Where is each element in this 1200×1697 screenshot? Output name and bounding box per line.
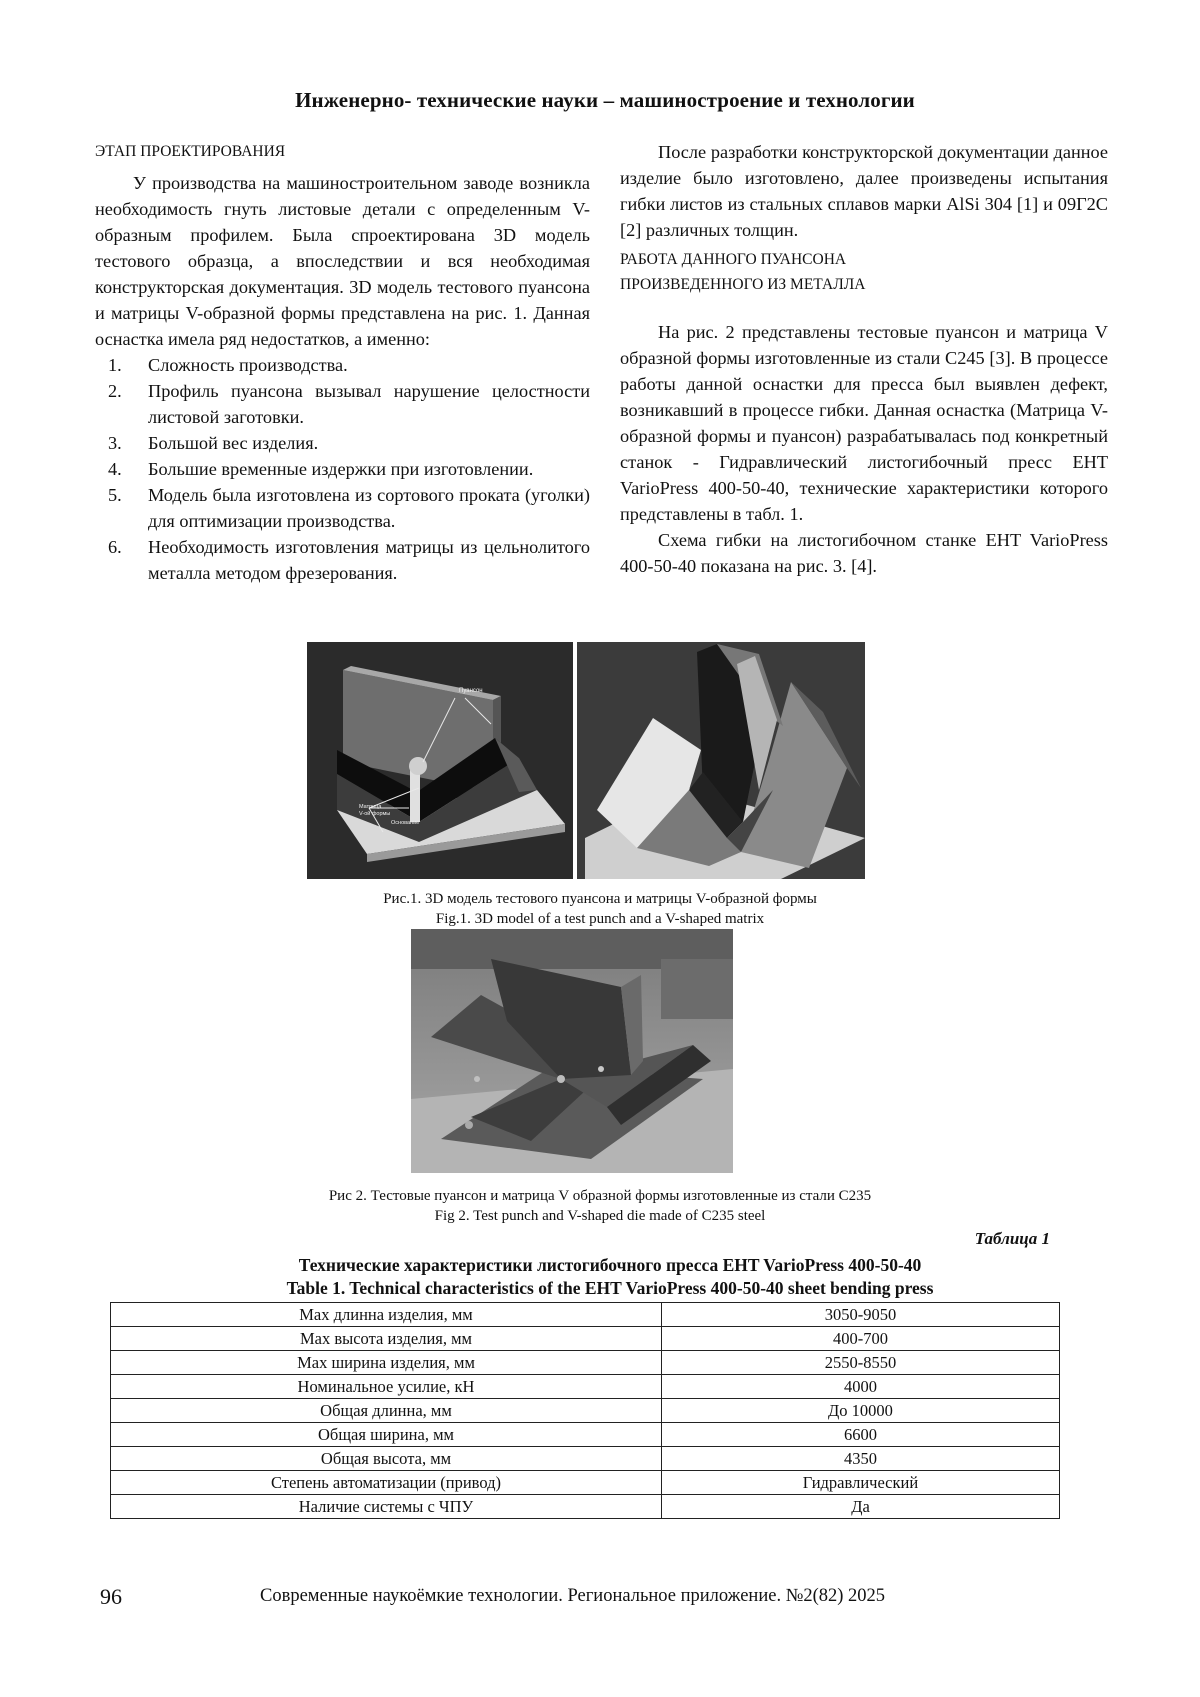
table-cell-param: Наличие системы с ЧПУ <box>111 1495 662 1519</box>
table-label: Таблица 1 <box>974 1229 1050 1248</box>
table-cell-value: 400-700 <box>662 1327 1060 1351</box>
table-cell-value: До 10000 <box>662 1399 1060 1423</box>
table-row <box>111 1375 1060 1399</box>
table-cell-param: Номинальное усилие, кН <box>111 1375 662 1399</box>
list-item: 2. Профиль пуансона вызывал нарушение целостности листовой заготовки. <box>108 381 590 427</box>
table-title-ru: Технические характеристики листогибочного пресса EHT VarioPress 400-50-40 <box>298 1255 922 1275</box>
shortcomings-list <box>95 352 590 586</box>
table-row <box>111 1327 1060 1351</box>
list-item: 3. Большой вес изделия. <box>108 433 319 453</box>
figure-1-caption-ru: Рис.1. 3D модель тестового пуансона и матрицы V-образной формы <box>383 891 817 907</box>
table-row <box>111 1399 1060 1423</box>
table-cell-value: 2550-8550 <box>662 1351 1060 1375</box>
table-cell-param: Общая высота, мм <box>111 1447 662 1471</box>
table-cell-param: Общая ширина, мм <box>111 1423 662 1447</box>
label-base: Основание <box>391 820 420 826</box>
table-row <box>111 1423 1060 1447</box>
figure-2-caption-en: Fig 2. Test punch and V-shaped die made of C235 steel <box>434 1208 766 1224</box>
section-heading-design-stage: ЭТАП ПРОЕКТИРОВАНИЯ <box>95 143 286 160</box>
table-cell-value: Да <box>662 1495 1060 1519</box>
body-paragraph: Схема гибки на листогибочном станке EHT VarioPress 400-50-40 показана на рис. 3. [4]. <box>620 530 1108 576</box>
journal-title: Современные наукоёмкие технологии. Региональное приложение. №2(82) 2025 <box>260 1586 886 1606</box>
table-cell-param: Общая длинна, мм <box>111 1399 662 1423</box>
table-cell-param: Max длинна изделия, мм <box>111 1303 662 1327</box>
right-column <box>620 139 1108 579</box>
list-item: 5. Модель была изготовлена из сортового проката (уголки) для оптимизации производства. <box>108 485 590 531</box>
label-matrix-2: V-ой формы <box>359 811 391 817</box>
figure-1-caption-en: Fig.1. 3D model of a test punch and a V-shaped matrix <box>435 911 765 927</box>
list-item: 4. Большие временные издержки при изготовлении. <box>108 459 534 479</box>
label-matrix-1: Матрица <box>359 804 382 810</box>
figure-2-caption-ru: Рис 2. Тестовые пуансон и матрица V образной формы изготовленные из стали С235 <box>328 1188 872 1204</box>
table-row <box>111 1303 1060 1327</box>
figure-2-photo <box>411 929 733 1173</box>
table-row <box>111 1471 1060 1495</box>
table-cell-value: 4350 <box>662 1447 1060 1471</box>
section-heading-punch-work: РАБОТА ДАННОГО ПУАНСОНА ПРОИЗВЕДЕННОГО ИЗ МЕТАЛЛА <box>620 251 866 293</box>
page-number: 96 <box>100 1584 122 1609</box>
left-column <box>95 139 590 586</box>
body-paragraph: На рис. 2 представлены тестовые пуансон и матрица V образной формы изготовленные из стали С245 [3]. В процессе работы данной оснастки для пресса был выявлен дефект, возникавший в процессе гибки. Данная оснастка (Матрица V-образной формы и пуансон) разрабатывалась под конкретный станок - Гидравлический листогибочный пресс EHT VarioPress 400-50-40, технические характеристики которого представлены в табл. 1. <box>620 322 1108 524</box>
label-punch: Пуансон <box>459 688 483 694</box>
table-cell-param: Max ширина изделия, мм <box>111 1351 662 1375</box>
table-cell-value: Гидравлический <box>662 1471 1060 1495</box>
table-cell-value: 3050-9050 <box>662 1303 1060 1327</box>
body-paragraph: После разработки конструкторской документации данное изделие было изготовлено, далее произведены испытания гибки листов из стальных сплавов марки AlSi 304 [1] и 09Г2С [2] различных толщин. <box>620 142 1108 240</box>
table-cell-param: Степень автоматизации (привод) <box>111 1471 662 1495</box>
figure-1-render-right <box>577 642 865 879</box>
table-cell-value: 6600 <box>662 1423 1060 1447</box>
figure-1-render-left <box>307 642 573 879</box>
table-row <box>111 1351 1060 1375</box>
table-title-en: Table 1. Technical characteristics of the EHT VarioPress 400-50-40 sheet bending press <box>286 1278 934 1298</box>
figure-1 <box>307 642 865 879</box>
spec-table <box>110 1302 1060 1519</box>
table-cell-value: 4000 <box>662 1375 1060 1399</box>
table-row <box>111 1447 1060 1471</box>
table-cell-param: Max высота изделия, мм <box>111 1327 662 1351</box>
body-paragraph: У производства на машиностроительном заводе возникла необходимость гнуть листовые детали с определенным V-образным профилем. Была спроектирована 3D модель тестового образца, а впоследствии и вся необходимая конструкторская документация. 3D модель тестового пуансона и матрицы V-образной формы представлена на рис. 1. Данная оснастка имела ряд недостатков, а именно: <box>95 173 590 349</box>
list-item: 6. Необходимость изготовления матрицы из цельнолитого металла методом фрезерования. <box>108 537 590 583</box>
table-row <box>111 1495 1060 1519</box>
list-item: 1. Сложность производства. <box>108 355 348 375</box>
running-head: Инженерно- технические науки – машиностроение и технологии <box>295 88 915 112</box>
